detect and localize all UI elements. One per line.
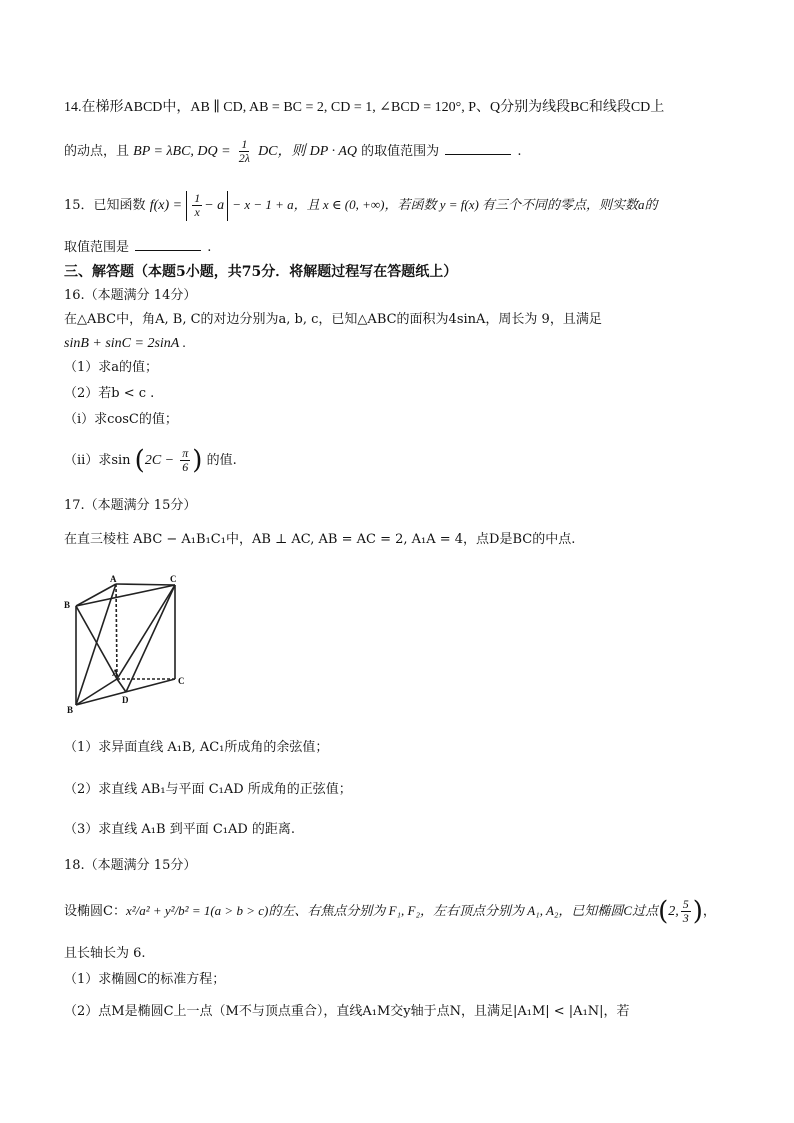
label-a1: A: [110, 574, 117, 584]
q16-part-i: （i）求cosC的值；: [64, 412, 178, 427]
q18-point-frac: [681, 898, 691, 925]
q18-title: 18.（本题满分 15分）: [64, 858, 197, 873]
q18-point-x: 2,: [668, 904, 679, 919]
q16-part1: （1）求a的值；: [64, 360, 159, 375]
q15-line2-text: 取值范围是: [64, 240, 130, 255]
q14-end: .: [517, 144, 522, 159]
q18-part1: （1）求椭圆C的标准方程；: [64, 972, 226, 987]
q17-title: 17.（本题满分 15分）: [64, 498, 197, 513]
q15-abs-num: 1: [194, 190, 201, 205]
q16-title: 16.（本题满分 14分）: [64, 288, 197, 303]
q18-paren-open: (: [658, 896, 669, 927]
q16-paren-close: ): [192, 445, 203, 476]
q14-line2: [64, 138, 736, 165]
q18-paren-close: ): [692, 896, 703, 927]
diag-a-c1: [117, 585, 175, 679]
q14-text-a: 的动点，且: [64, 144, 130, 159]
q14-text-line1: 14.在梯形ABCD中，AB ∥ CD, AB = BC = 2, CD = 1, ∠BCD = 120°, P、Q分别为线段BC和线段CD上: [64, 100, 665, 115]
q15-abs-tail: − a: [204, 197, 225, 213]
diag-d-c1: [126, 585, 175, 692]
q16-pii-inner: 2C −: [144, 453, 175, 468]
q14-fraction: [237, 138, 252, 165]
label-c: C: [178, 676, 185, 686]
diag-b1-a: [76, 606, 117, 679]
q16-stem2: sinB + sinC = 2sinA .: [64, 336, 187, 351]
q14-text-e: 的取值范围为: [361, 144, 440, 159]
q17-part2: （2）求直线 AB₁与平面 C₁AD 所成角的正弦值；: [64, 782, 352, 797]
q18-point-den: 3: [682, 911, 689, 925]
q17-stem: 在直三棱柱 ABC − A₁B₁C₁中，AB ⊥ AC, AB = AC = 2, A₁A = 4，点D是BC的中点.: [64, 532, 576, 547]
label-a: A: [112, 668, 119, 678]
q18-point-num: 5: [682, 897, 689, 911]
q16-part-ii: [64, 446, 736, 476]
q15-abs-frac: [192, 192, 202, 219]
q18-stem-end: ，: [702, 904, 716, 919]
q18-stem: [64, 896, 736, 927]
q15-abs-den: x: [194, 204, 200, 219]
q16-stem1: 在△ABC中，角A, B, C的对边分别为a, b, c，已知△ABC的面积为4sinA，周长为 9，且满足: [64, 312, 602, 327]
q14-dot-product: DP · AQ: [309, 144, 357, 159]
q17-part3: （3）求直线 A₁B 到平面 C₁AD 的距离.: [64, 822, 296, 837]
q15-line1: [64, 190, 736, 221]
q16-pii-a: （ii）求sin: [64, 453, 131, 468]
q16-pi-frac: [180, 447, 190, 474]
section-3-heading: 三、解答题（本题5小题，共75分．将解题过程写在答题纸上）: [64, 264, 458, 280]
edge-a1-c1: [116, 584, 175, 585]
q18-stem-b: x²/a² + y²/b² = 1(a > b > c)的左、右焦点分别为 F₁, F₂，左右顶点分别为 A₁, A₂，已知椭圆C过点: [125, 903, 659, 918]
q14-answer-blank: [445, 142, 511, 155]
q18-stem2: 且长轴长为 6.: [64, 946, 146, 961]
edge-b1-c1: [76, 585, 175, 606]
q16-pi-den: 6: [182, 460, 189, 474]
label-c1: C: [170, 574, 177, 584]
q14-frac-num: 1: [241, 137, 248, 151]
prism-diagram: [60, 572, 190, 714]
q16-paren-open: (: [134, 445, 145, 476]
q15-line2: [64, 238, 736, 258]
label-b1: B: [64, 600, 71, 610]
q18-part2: （2）点M是椭圆C上一点（M不与顶点重合），直线A₁M交y轴于点N，且满足|A₁M| < |A₁N|，若: [64, 1004, 630, 1019]
q16-pi-num: π: [182, 446, 189, 460]
label-d: D: [122, 695, 129, 705]
q14-line1: [64, 98, 736, 118]
q15-answer-blank: [135, 238, 201, 251]
q14-frac-den: 2λ: [238, 151, 250, 165]
q17-part1: （1）求异面直线 A₁B, AC₁所成角的余弦值；: [64, 740, 329, 755]
seg-a-d: [117, 679, 126, 692]
q16-pii-b: 的值.: [206, 453, 237, 468]
q15-fx: f(x) =: [149, 198, 183, 213]
edge-b-a: [76, 679, 117, 705]
q14-text-c: DC，则: [258, 144, 306, 159]
q15-after-abs: − x − 1 + a，且 x ∈ (0, +∞)，若函数 y = f(x) 有三个不同的零点，则实数a的: [232, 197, 658, 212]
q14-vectors-bp: BP = λBC, DQ =: [133, 144, 231, 159]
q16-part2: （2）若b < c .: [64, 386, 155, 401]
q15-prefix: 15．已知函数: [64, 198, 146, 213]
q15-abs-expr: [186, 191, 228, 221]
q15-end: .: [207, 240, 212, 255]
q18-stem-a: 设椭圆C：: [64, 904, 126, 919]
label-b: B: [67, 705, 74, 714]
